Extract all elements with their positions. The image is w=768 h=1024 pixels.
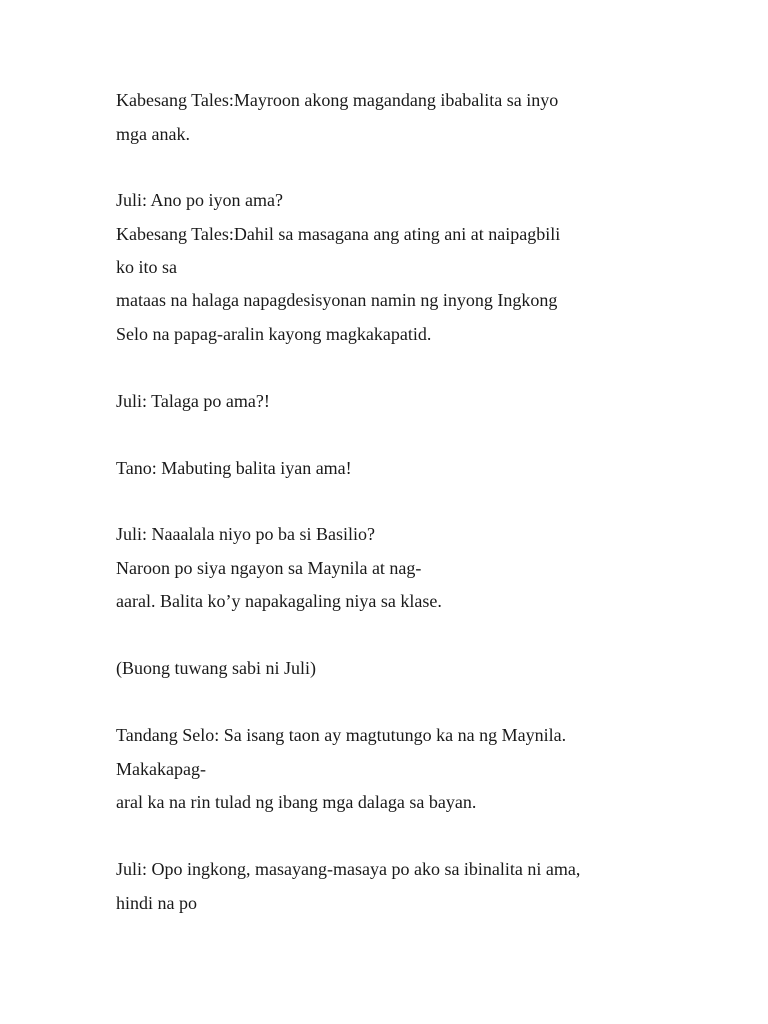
text-line: Kabesang Tales:Mayroon akong magandang ibabalita sa inyo: [116, 90, 559, 110]
text-line: mataas na halaga napagdesisyonan namin ng inyong Ingkong: [116, 290, 558, 310]
text-line: Kabesang Tales:Dahil sa masagana ang ating ani at naipagbili: [116, 224, 561, 244]
text-line: Juli: Ano po iyon ama?: [116, 190, 283, 210]
text-line: Selo na papag-aralin kayong magkakapatid.: [116, 324, 432, 344]
text-line: aaral. Balita ko’y napakagaling niya sa klase.: [116, 591, 442, 611]
text-line: ko ito sa: [116, 257, 177, 277]
text-line: mga anak.: [116, 124, 190, 144]
text-line: Tano: Mabuting balita iyan ama!: [116, 458, 352, 478]
text-line: Juli: Opo ingkong, masayang-masaya po ako sa ibinalita ni ama,: [116, 859, 581, 879]
text-line: Naroon po siya ngayon sa Maynila at nag-: [116, 558, 422, 578]
text-line: Juli: Talaga po ama?!: [116, 391, 270, 411]
text-line: Makakapag-: [116, 759, 206, 779]
text-line: (Buong tuwang sabi ni Juli): [116, 658, 316, 678]
text-line: Juli: Naaalala niyo po ba si Basilio?: [116, 524, 375, 544]
text-line: aral ka na rin tulad ng ibang mga dalaga sa bayan.: [116, 792, 477, 812]
text-line: hindi na po: [116, 893, 197, 913]
text-line: Tandang Selo: Sa isang taon ay magtutungo ka na ng Maynila.: [116, 725, 567, 745]
